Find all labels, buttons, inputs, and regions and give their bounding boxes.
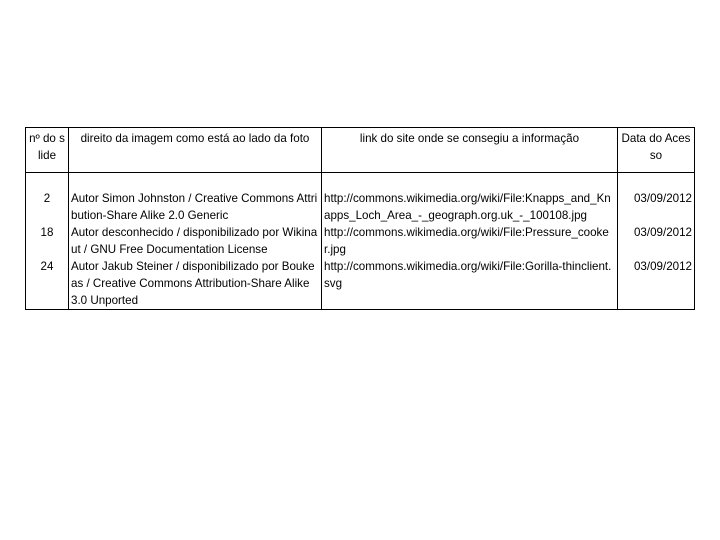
source-link-cell: http://commons.wikimedia.org/wiki/File:Gorilla-thinclient.svg [322,258,618,310]
header-slide-number: nº do slide [26,128,69,173]
spacer-row [26,173,695,191]
source-link-cell: http://commons.wikimedia.org/wiki/File:Knapps_and_Knapps_Loch_Area_-_geograph.org.uk_-_100108.jpg [322,190,618,224]
header-source-link: link do site onde se consegiu a informação [322,128,618,173]
access-date-cell: 03/09/2012 [618,190,695,224]
slide-number-cell: 24 [26,258,69,310]
table-row [26,258,695,310]
header-image-rights: direito da imagem como está ao lado da foto [69,128,322,173]
image-rights-cell: Autor Simon Johnston / Creative Commons Attribution-Share Alike 2.0 Generic [69,190,322,224]
image-rights-cell: Autor Jakub Steiner / disponibilizado por Boukeas / Creative Commons Attribution-Share Alike 3.0 Unported [69,258,322,310]
source-link-cell: http://commons.wikimedia.org/wiki/File:Pressure_cooker.jpg [322,224,618,258]
header-row [26,128,695,173]
slide-number-cell: 2 [26,190,69,224]
table-row [26,190,695,224]
access-date-cell: 03/09/2012 [618,224,695,258]
slide-number-cell: 18 [26,224,69,258]
image-rights-cell: Autor desconhecido / disponibilizado por Wikinaut / GNU Free Documentation License [69,224,322,258]
header-access-date: Data do Acesso [618,128,695,173]
access-date-cell: 03/09/2012 [618,258,695,310]
table-row [26,224,695,258]
image-credits-table [25,127,695,310]
